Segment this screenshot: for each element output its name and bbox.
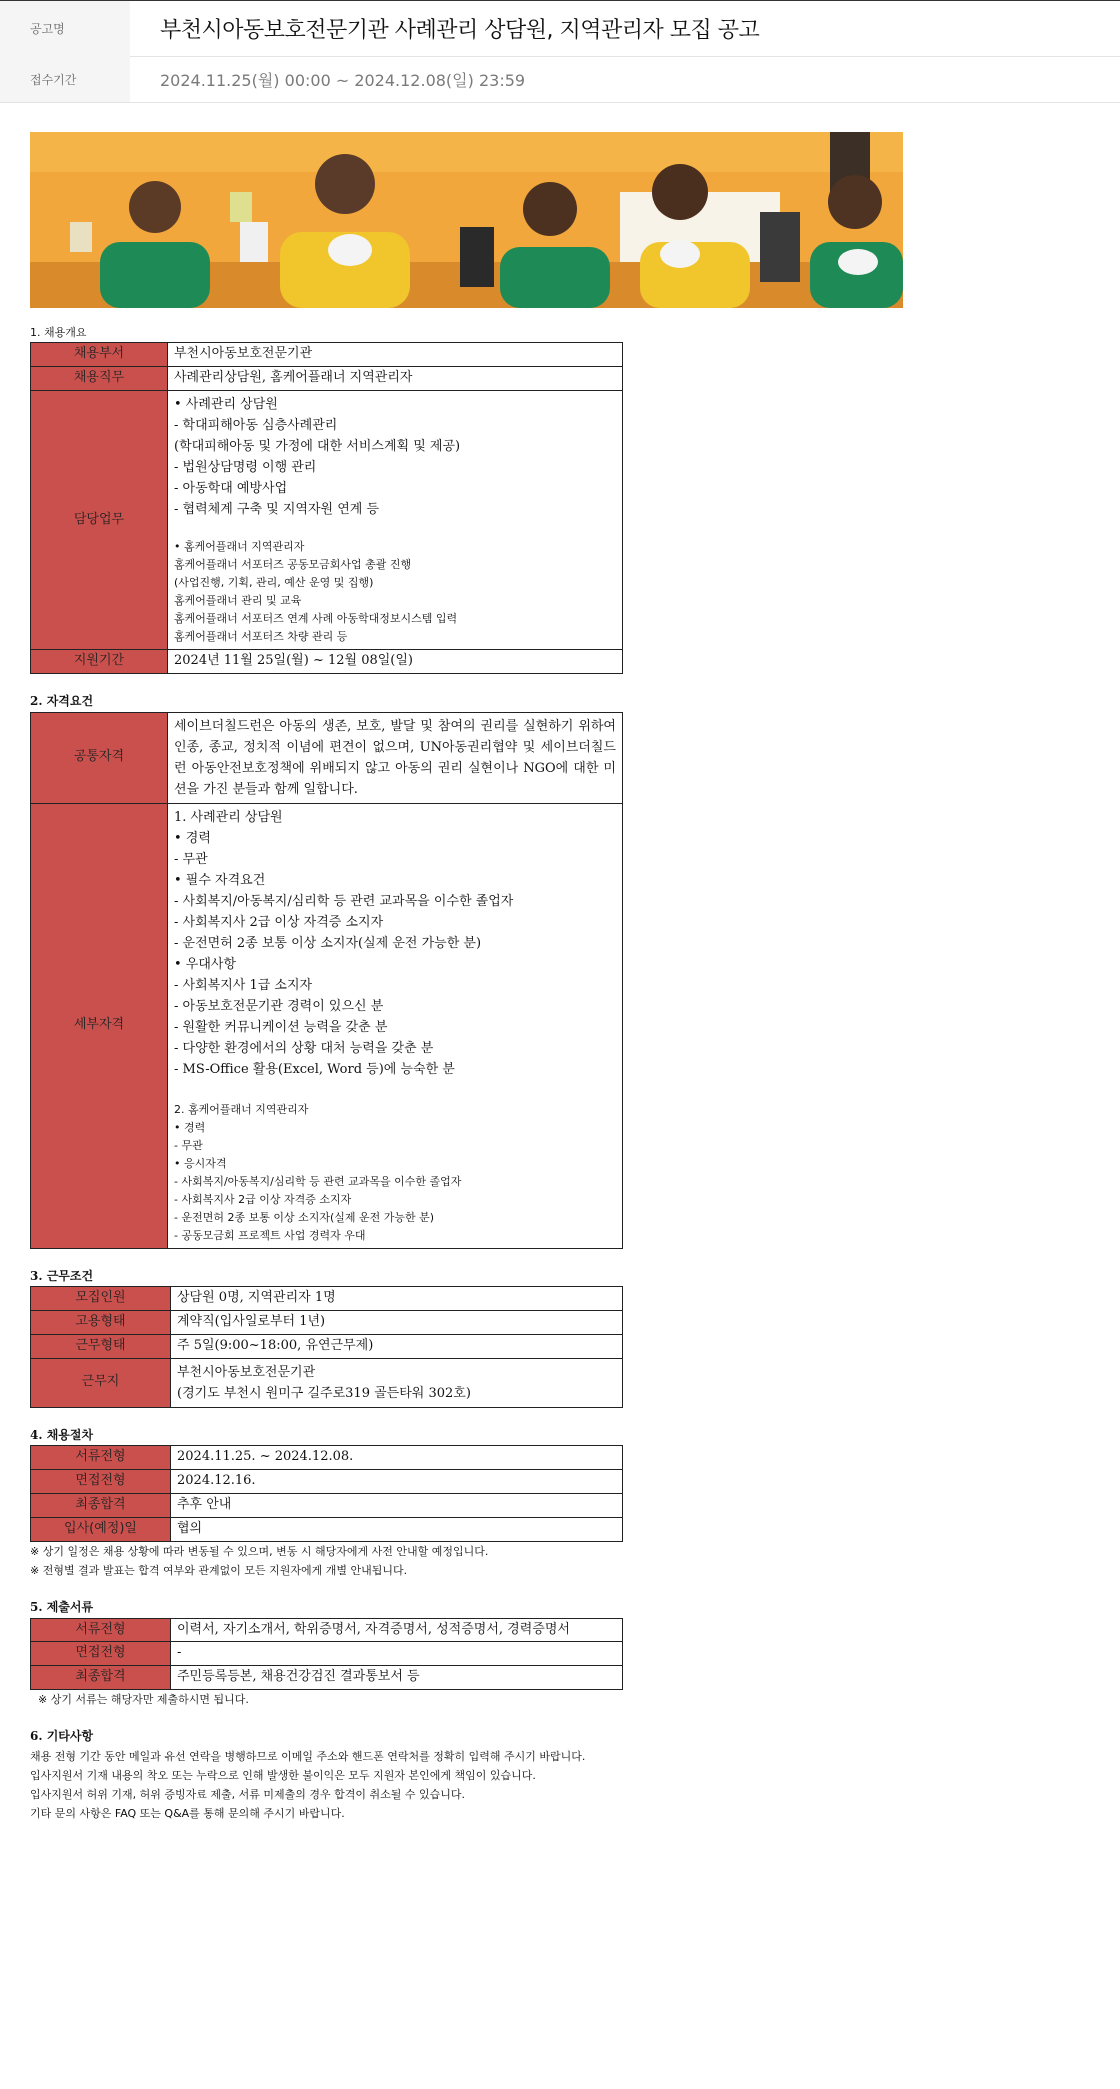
workplace-name: 부천시아동보호전문기관 — [177, 1364, 316, 1380]
row-value: - — [171, 1642, 623, 1666]
duty-line: (사업진행, 기획, 관리, 예산 운영 및 집행) — [174, 576, 374, 590]
row-value: 주민등록등본, 채용건강검진 결과통보서 등 — [171, 1666, 623, 1690]
duty-line: - 아동학대 예방사업 — [174, 481, 288, 497]
detail-line: - 사회복지/아동복지/심리학 등 관련 교과목을 이수한 졸업자 — [174, 893, 514, 909]
row-key: 최종합격 — [31, 1494, 171, 1518]
duty-line: - 협력체계 구축 및 지역자원 연계 등 — [174, 502, 379, 518]
job-posting-body — [30, 326, 680, 1823]
table-row — [31, 1618, 623, 1642]
table-row — [31, 1334, 623, 1358]
table-row — [31, 1446, 623, 1470]
detail-line: - 무관 — [174, 851, 208, 867]
notice-title-row — [0, 1, 1120, 57]
detail-line: - MS-Office 활용(Excel, Word 등)에 능숙한 분 — [174, 1061, 455, 1077]
row-key: 모집인원 — [31, 1287, 171, 1311]
table-row — [31, 391, 623, 650]
row-value: 계약직(입사일로부터 1년) — [171, 1311, 623, 1335]
duty-cell — [168, 391, 623, 650]
row-key: 최종합격 — [31, 1666, 171, 1690]
misc-line: 기타 문의 사항은 FAQ 또는 Q&A를 통해 문의해 주시기 바랍니다. — [30, 1806, 345, 1820]
row-key: 지원기간 — [31, 650, 168, 674]
row-value: 부천시아동보호전문기관 — [168, 343, 623, 367]
detail-line: - 공동모금회 프로젝트 사업 경력자 우대 — [174, 1228, 366, 1242]
duty-line: • 사례관리 상담원 — [174, 397, 278, 413]
detail-line: - 운전면허 2종 보통 이상 소지자(실제 운전 가능한 분) — [174, 935, 482, 951]
table-row — [31, 1518, 623, 1542]
row-value: 2024.11.25. ~ 2024.12.08. — [171, 1446, 623, 1470]
misc-line: 채용 전형 기간 동안 메일과 유선 연락을 병행하므로 이메일 주소와 핸드폰 연락처를 정확히 입력해 주시기 바랍니다. — [30, 1749, 586, 1763]
row-value: 사례관리상담원, 홈케어플래너 지역관리자 — [168, 367, 623, 391]
row-key: 채용직무 — [31, 367, 168, 391]
detail-line: • 우대사항 — [174, 956, 237, 972]
section-title-conditions: 3. 근무조건 — [30, 1268, 94, 1283]
row-key: 공통자격 — [31, 712, 168, 803]
detail-line: 1. 사례관리 상담원 — [174, 809, 283, 825]
table-row — [31, 1666, 623, 1690]
row-key: 담당업무 — [31, 391, 168, 650]
duty-line: 홈케어플래너 서포터즈 연계 사례 아동학대정보시스템 입력 — [174, 612, 458, 626]
notice-title: 부천시아동보호전문기관 사례관리 상담원, 지역관리자 모집 공고 — [160, 18, 760, 43]
detail-line: - 사회복지/아동복지/심리학 등 관련 교과목을 이수한 졸업자 — [174, 1174, 462, 1188]
section-title-qualifications: 2. 자격요건 — [30, 693, 94, 708]
table-row — [31, 1311, 623, 1335]
application-period-label: 접수기간 — [0, 56, 130, 102]
table-row — [31, 1358, 623, 1407]
row-key: 서류전형 — [31, 1618, 171, 1642]
duty-line: - 학대피해아동 심층사례관리 — [174, 418, 338, 434]
section-title-process: 4. 채용절차 — [30, 1427, 94, 1442]
conditions-table — [30, 1286, 623, 1408]
duty-line: 홈케어플래너 관리 및 교육 — [174, 594, 302, 608]
row-key: 서류전형 — [31, 1446, 171, 1470]
detail-line: - 무관 — [174, 1138, 203, 1152]
duty-line: - 법원상담명령 이행 관리 — [174, 460, 317, 476]
row-key: 입사(예정)일 — [31, 1518, 171, 1542]
row-value: 협의 — [171, 1518, 623, 1542]
detail-line: - 사회복지사 1급 소지자 — [174, 977, 313, 993]
detail-line: - 사회복지사 2급 이상 자격증 소지자 — [174, 1192, 352, 1206]
row-value: 상담원 0명, 지역관리자 1명 — [171, 1287, 623, 1311]
detail-cell — [168, 803, 623, 1248]
detail-line: • 경력 — [174, 830, 211, 846]
section-title-misc: 6. 기타사항 — [30, 1729, 94, 1744]
row-value: 2024년 11월 25일(월) ~ 12월 08일(일) — [168, 650, 623, 674]
row-key: 근무형태 — [31, 1334, 171, 1358]
detail-line: 2. 홈케어플래너 지역관리자 — [174, 1102, 309, 1116]
misc-line: 입사지원서 기재 내용의 착오 또는 누락으로 인해 발생한 불이익은 모두 지원자 본인에게 책임이 있습니다. — [30, 1768, 536, 1782]
row-key: 고용형태 — [31, 1311, 171, 1335]
duty-line: 홈케어플래너 서포터즈 차량 관리 등 — [174, 630, 348, 644]
section-title-documents: 5. 제출서류 — [30, 1599, 94, 1614]
detail-line: - 원활한 커뮤니케이션 능력을 갖춘 분 — [174, 1019, 388, 1035]
detail-line: - 아동보호전문기관 경력이 있으신 분 — [174, 998, 384, 1014]
section-title-overview: 1. 채용개요 — [30, 326, 87, 339]
application-period-row — [0, 56, 1120, 103]
qualifications-table — [30, 712, 623, 1249]
process-note: ※ 상기 일정은 채용 상황에 따라 변동될 수 있으며, 변동 시 해당자에게 사전 안내할 예정입니다. — [30, 1544, 489, 1558]
row-value: 세이브더칠드런은 아동의 생존, 보호, 발달 및 참여의 권리를 실현하기 위하여 인종, 종교, 정치적 이념에 편견이 없으며, UN아동권리협약 및 세이브더칠드런 아동안전보호정책에 위배되지 않고 아동의 권리 실현이나 NGO에 대한 미션을 가진 분들과 함께 일합니다. — [168, 712, 623, 803]
detail-line: - 다양한 환경에서의 상황 대처 능력을 갖춘 분 — [174, 1040, 434, 1056]
table-row — [31, 650, 623, 674]
table-row — [31, 1287, 623, 1311]
duty-line: (학대피해아동 및 가정에 대한 서비스계획 및 제공) — [174, 439, 461, 455]
row-key: 면접전형 — [31, 1470, 171, 1494]
children-photo — [30, 132, 903, 308]
row-value: 추후 안내 — [171, 1494, 623, 1518]
duty-line: • 홈케어플래너 지역관리자 — [174, 540, 305, 554]
table-row — [31, 367, 623, 391]
row-value: 2024.12.16. — [171, 1470, 623, 1494]
detail-line: • 필수 자격요건 — [174, 872, 266, 888]
duty-line: 홈케어플래너 서포터즈 공동모금회사업 총괄 진행 — [174, 558, 412, 572]
overview-table — [30, 342, 623, 674]
misc-line: 입사지원서 허위 기재, 허위 증빙자료 제출, 서류 미제출의 경우 합격이 취소될 수 있습니다. — [30, 1787, 465, 1801]
notice-title-label: 공고명 — [0, 1, 130, 56]
application-period: 2024.11.25(월) 00:00 ~ 2024.12.08(일) 23:59 — [160, 70, 526, 90]
workplace-address: (경기도 부천시 원미구 길주로319 골든타워 302호) — [177, 1385, 471, 1401]
table-row — [31, 803, 623, 1248]
documents-table — [30, 1618, 623, 1691]
row-value: 이력서, 자기소개서, 학위증명서, 자격증명서, 성적증명서, 경력증명서 — [171, 1618, 623, 1642]
table-row — [31, 712, 623, 803]
table-row — [31, 1470, 623, 1494]
row-key: 면접전형 — [31, 1642, 171, 1666]
detail-line: - 운전면허 2종 보통 이상 소지자(실제 운전 가능한 분) — [174, 1210, 435, 1224]
detail-line: - 사회복지사 2급 이상 자격증 소지자 — [174, 914, 384, 930]
process-table — [30, 1445, 623, 1542]
detail-line: • 경력 — [174, 1120, 206, 1134]
banner-image — [30, 132, 903, 308]
row-value — [171, 1358, 623, 1407]
row-value: 주 5일(9:00~18:00, 유연근무제) — [171, 1334, 623, 1358]
documents-note: ※ 상기 서류는 해당자만 제출하시면 됩니다. — [38, 1693, 249, 1707]
row-key: 세부자격 — [31, 803, 168, 1248]
table-row — [31, 1642, 623, 1666]
row-key: 근무지 — [31, 1358, 171, 1407]
process-note: ※ 전형별 결과 발표는 합격 여부와 관계없이 모든 지원자에게 개별 안내됩니다. — [30, 1563, 408, 1577]
row-key: 채용부서 — [31, 343, 168, 367]
detail-line: • 응시자격 — [174, 1156, 227, 1170]
table-row — [31, 343, 623, 367]
table-row — [31, 1494, 623, 1518]
